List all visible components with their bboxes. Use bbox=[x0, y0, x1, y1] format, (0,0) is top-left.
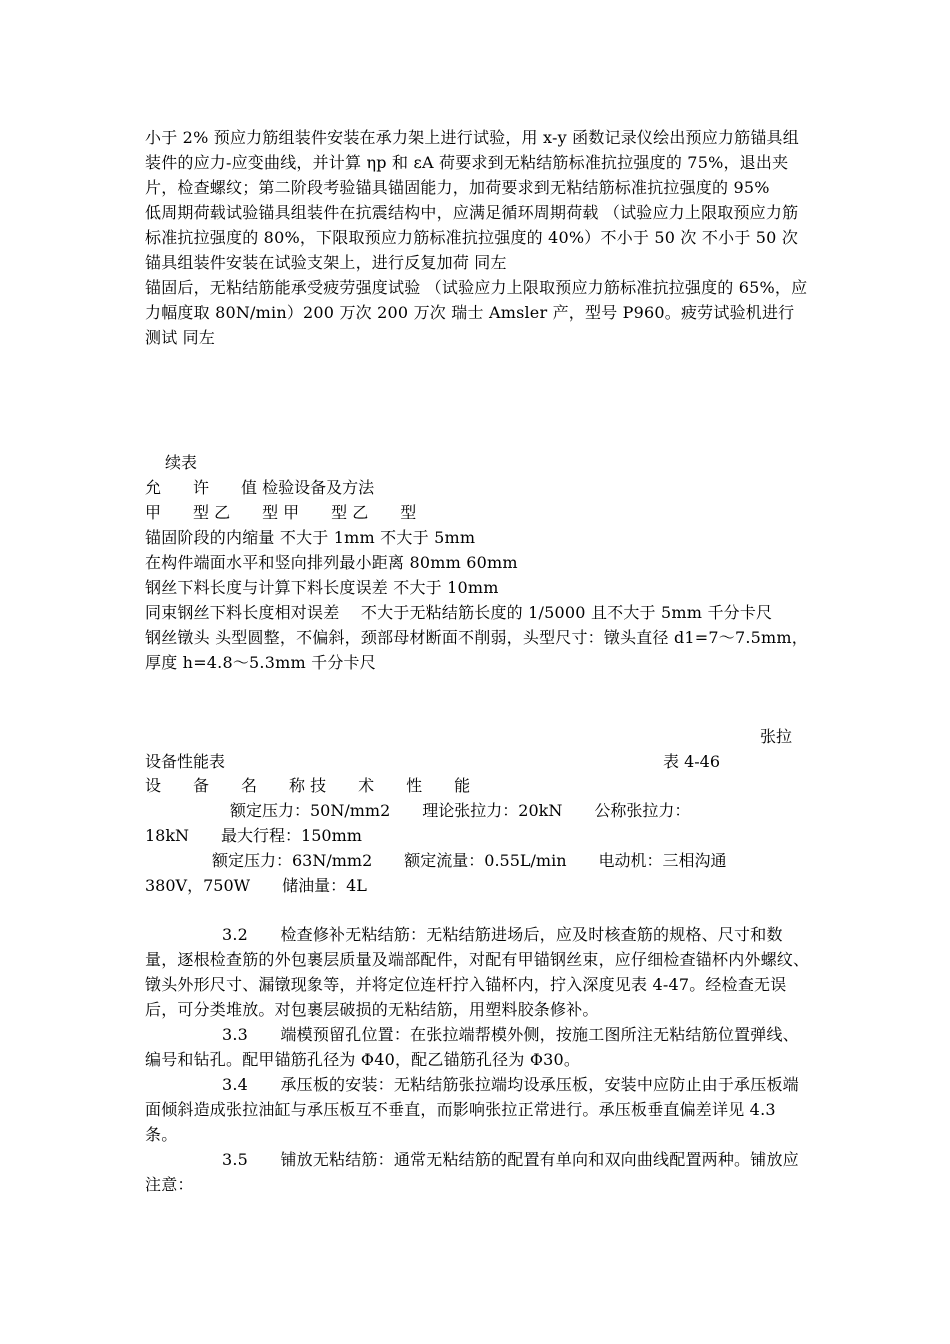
table2-row2-line1: 额定压力：63N/mm2 额定流量：0.55L/min 电动机：三相沟通 bbox=[212, 851, 727, 870]
section-text: 端模预留孔位置：在张拉端帮模外侧，按施工图所注无粘结筋位置弹线、编号和钻孔。配甲锚筋孔径为 Φ40，配乙锚筋孔径为 Φ30。 bbox=[145, 1025, 799, 1069]
table2-number: 表 4-46 bbox=[663, 752, 721, 771]
table-row: 钢丝镦头 头型圆整，不偏斜，颈部母材断面不削弱，头型尺寸：镦头直径 d1=7～7.5mm，厚度 h=4.8～5.3mm 千分卡尺 bbox=[145, 628, 808, 672]
table2-row1-line2: 18kN 最大行程：150mm bbox=[145, 826, 362, 845]
paragraph-static-test: 小于 2% 预应力筋组装件安装在承力架上进行试验，用 x-y 函数记录仪绘出预应力筋锚具组装件的应力-应变曲线，并计算 ηp 和 εA 荷要求到无粘结筋标准抗拉强度的 75%，退出夹片，检查螺纹；第二阶段考验锚具锚固能力，加荷要求到无粘结筋标准抗拉强度的 95% bbox=[145, 128, 799, 197]
table2-title-part1: 张拉 bbox=[760, 727, 793, 746]
section-3-4 bbox=[145, 1072, 810, 1147]
section-3-2 bbox=[145, 922, 810, 1022]
table-header-row2: 甲 型 乙 型 甲 型 乙 型 bbox=[145, 503, 417, 522]
section-number: 3.5 bbox=[222, 1150, 249, 1169]
section-number: 3.3 bbox=[222, 1025, 249, 1044]
section-number: 3.2 bbox=[222, 925, 249, 944]
section-3-3 bbox=[145, 1022, 810, 1072]
section-list bbox=[145, 922, 810, 1197]
table2-title-part2: 设备性能表 bbox=[145, 752, 226, 771]
section-3-5 bbox=[145, 1147, 810, 1197]
table-caption: 续表 bbox=[165, 453, 198, 472]
paragraph-fatigue-test: 锚固后，无粘结筋能承受疲劳强度试验 （试验应力上限取预应力筋标准抗拉强度的 65%，应力幅度取 80N/min）200 万次 200 万次 瑞士 Amsler 产，型号 P960。疲劳试验机进行测试 同左 bbox=[145, 278, 808, 347]
table-header-row1: 允 许 值 检验设备及方法 bbox=[145, 478, 375, 497]
section-text: 铺放无粘结筋：通常无粘结筋的配置有单向和双向曲线配置两种。铺放应注意： bbox=[145, 1150, 799, 1194]
table-row: 钢丝下料长度与计算下料长度误差 不大于 10mm bbox=[145, 578, 499, 597]
table2-header: 设 备 名 称 技 术 性 能 bbox=[145, 776, 471, 795]
table-row: 在构件端面水平和竖向排列最小距离 80mm 60mm bbox=[145, 553, 518, 572]
section-text: 检查修补无粘结筋：无粘结筋进场后，应及时核查筋的规格、尺寸和数量，逐根检查筋的外包裹层质量及端部配件，对配有甲锚钢丝束，应仔细检查锚杯内外螺纹、镦头外形尺寸、漏镦现象等，并将定位连杆拧入锚杯内，拧入深度见表 4-47。经检查无误后，可分类堆放。对包裹层破损的无粘结筋，用塑料胶条修补。 bbox=[145, 925, 810, 1019]
table-body bbox=[145, 525, 810, 675]
table-row: 同束钢丝下料长度相对误差 不大于无粘结筋长度的 1/5000 且不大于 5mm 千分卡尺 bbox=[145, 603, 773, 622]
table2-row2-line2: 380V，750W 储油量：4L bbox=[145, 876, 367, 895]
table2-row1-line1: 额定压力：50N/mm2 理论张拉力：20kN 公称张拉力： bbox=[230, 801, 691, 820]
paragraph-low-cycle-test: 低周期荷载试验锚具组装件在抗震结构中，应满足循环周期荷载 （试验应力上限取预应力筋标准抗拉强度的 80%，下限取预应力筋标准抗拉强度的 40%）不小于 50 次 不小于 50 次 锚具组装件安装在试验支架上，进行反复加荷 同左 bbox=[145, 203, 804, 272]
section-number: 3.4 bbox=[222, 1075, 249, 1094]
continuation-paragraphs bbox=[145, 125, 810, 350]
section-text: 承压板的安装：无粘结筋张拉端均设承压板，安装中应防止由于承压板端面倾斜造成张拉油缸与承压板互不垂直，而影响张拉正常进行。承压板垂直偏差详见 4.3 条。 bbox=[145, 1075, 799, 1144]
table-row: 锚固阶段的内缩量 不大于 1mm 不大于 5mm bbox=[145, 528, 476, 547]
